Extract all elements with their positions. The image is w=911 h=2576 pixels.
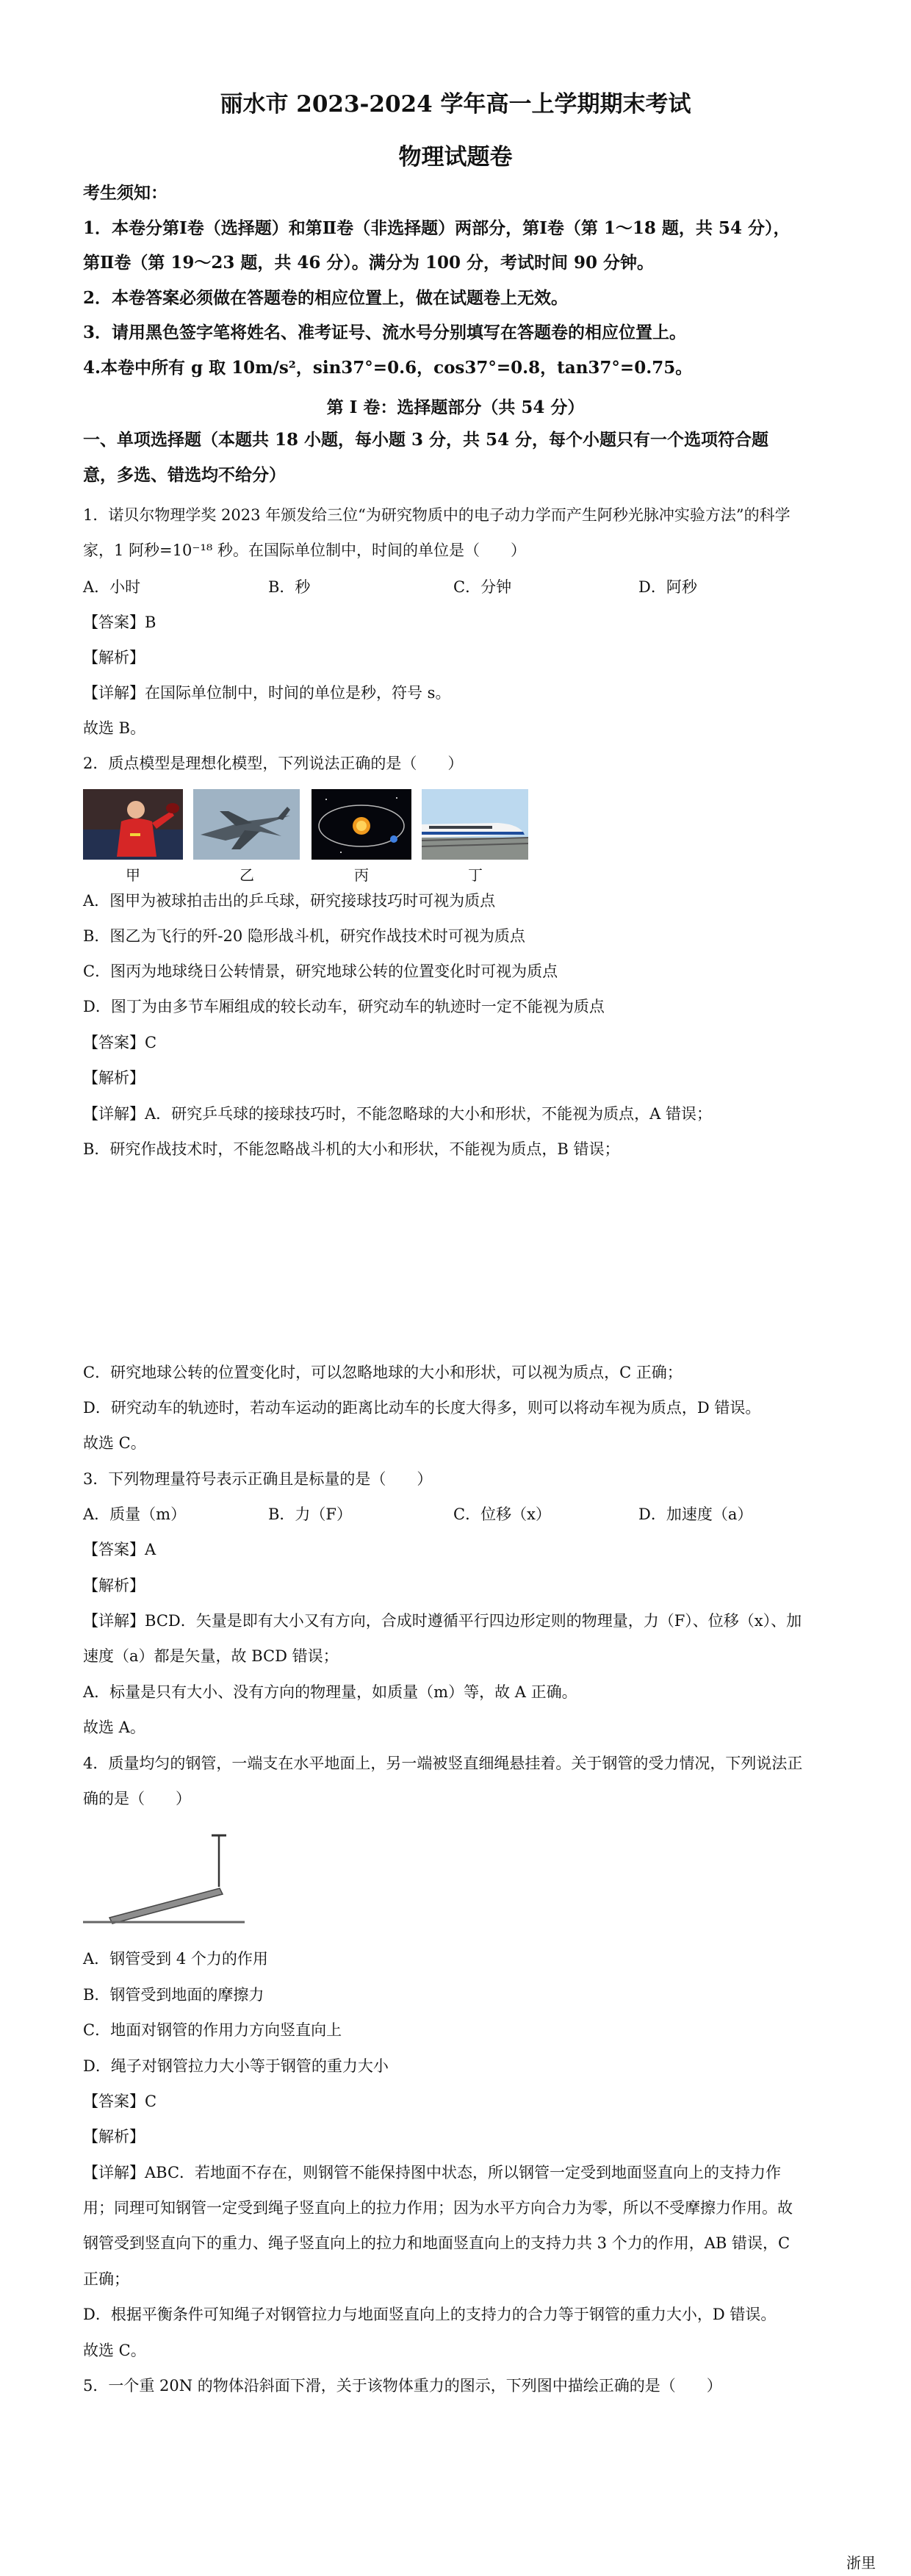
q1-choice: 故选 B。 <box>83 719 146 737</box>
q2-detail-a: 【详解】A．研究乒乓球的接球技巧时，不能忽略球的大小和形状，不能视为质点，A 错误； <box>83 1105 713 1123</box>
caption-ding: 丁 <box>468 866 483 884</box>
q4-stem-a: 4．质量均匀的钢管，一端支在水平地面上，另一端被竖直细绳悬挂着。关于钢管的受力情况，下列说法正 <box>83 1755 803 1772</box>
footer-text: 浙里 <box>846 2554 876 2572</box>
q4-answer: 【答案】C <box>83 2093 157 2110</box>
exam-title: 丽水市 2023-2024 学年高一上学期期末考试 <box>220 91 691 118</box>
q3-analysis-label: 【解析】 <box>83 1577 145 1594</box>
q2-detail-d: D．研究动车的轨迹时，若动车运动的距离比动车的长度大得多，则可以将动车视为质点，D 错误。 <box>83 1399 761 1417</box>
notice-line-1b: 第Ⅱ卷（第 19～23 题，共 46 分）。满分为 100 分，考试时间 90 分钟。 <box>83 253 654 273</box>
q4-choice: 故选 C。 <box>83 2342 146 2359</box>
q1-answer: 【答案】B <box>83 614 156 631</box>
image-j20-fighter-jet <box>193 789 300 860</box>
image-earth-orbit <box>312 789 411 860</box>
caption-jia: 甲 <box>126 866 140 884</box>
q4-option-d: D．绳子对钢管拉力大小等于钢管的重力大小 <box>83 2057 389 2075</box>
pipe-diagram <box>83 1832 252 1928</box>
q2-answer: 【答案】C <box>83 1034 157 1051</box>
q3-option-a: A．质量（m） <box>83 1505 187 1523</box>
section-heading-b: 意，多选、错选均不给分） <box>83 465 286 485</box>
q4-option-a: A．钢管受到 4 个力的作用 <box>83 1950 268 1968</box>
q3-option-b: B．力（F） <box>268 1505 353 1523</box>
q4-detail-b: 用；同理可知钢管一定受到绳子竖直向上的拉力作用；因为水平方向合力为零，所以不受摩擦力作用。故 <box>83 2199 793 2217</box>
q2-choice: 故选 C。 <box>83 1434 146 1452</box>
q2-detail-b: B．研究作战技术时，不能忽略战斗机的大小和形状，不能视为质点，B 错误； <box>83 1140 620 1158</box>
notice-heading: 考生须知： <box>83 183 168 203</box>
q4-option-b: B．钢管受到地面的摩擦力 <box>83 1986 264 2004</box>
caption-yi: 乙 <box>240 866 254 884</box>
q3-detail-b: 速度（a）都是矢量，故 BCD 错误； <box>83 1647 339 1665</box>
q2-option-a: A．图甲为被球拍击出的乒乓球，研究接球技巧时可视为质点 <box>83 892 496 910</box>
steel-pipe <box>109 1888 223 1924</box>
q4-detail-d: 正确； <box>83 2270 129 2288</box>
q3-answer: 【答案】A <box>83 1541 156 1558</box>
q4-analysis-label: 【解析】 <box>83 2128 145 2145</box>
q5-stem: 5．一个重 20N 的物体沿斜面下滑，关于该物体重力的图示，下列图中描绘正确的是（ ） <box>83 2377 722 2395</box>
q4-detail-e: D．根据平衡条件可知绳子对钢管拉力与地面竖直向上的支持力的合力等于钢管的重力大小，D 错误。 <box>83 2306 777 2323</box>
q3-option-d: D．加速度（a） <box>638 1505 753 1523</box>
image-table-tennis-player <box>83 789 183 860</box>
q3-choice: 故选 A。 <box>83 1719 145 1736</box>
q3-detail-c: A．标量是只有大小、没有方向的物理量，如质量（m）等，故 A 正确。 <box>83 1683 577 1701</box>
notice-line-1a: 1．本卷分第Ⅰ卷（选择题）和第Ⅱ卷（非选择题）两部分，第Ⅰ卷（第 1～18 题，共 54 分）， <box>83 218 791 238</box>
q2-stem: 2．质点模型是理想化模型，下列说法正确的是（ ） <box>83 755 464 772</box>
q4-detail-c: 钢管受到竖直向下的重力、绳子竖直向上的拉力和地面竖直向上的支持力共 3 个力的作用，AB 错误，C <box>83 2234 791 2252</box>
section-heading-a: 一、单项选择题（本题共 18 小题，每小题 3 分，共 54 分，每个小题只有一个选项符合题 <box>83 430 769 450</box>
q1-analysis-label: 【解析】 <box>83 649 145 666</box>
q2-detail-c: C．研究地球公转的位置变化时，可以忽略地球的大小和形状，可以视为质点，C 正确； <box>83 1364 683 1381</box>
q4-option-c: C．地面对钢管的作用力方向竖直向上 <box>83 2021 342 2039</box>
q3-option-c: C．位移（x） <box>453 1505 551 1523</box>
part1-heading: 第 Ⅰ 卷：选择题部分（共 54 分） <box>326 397 585 417</box>
q1-stem-a: 1．诺贝尔物理学奖 2023 年颁发给三位“为研究物质中的电子动力学而产生阿秒光脉冲实验方法”的科学 <box>83 506 791 524</box>
q2-analysis-label: 【解析】 <box>83 1069 145 1087</box>
q1-option-a: A．小时 <box>83 578 141 596</box>
q1-stem-b: 家，1 阿秒=10⁻¹⁸ 秒。在国际单位制中，时间的单位是（ ） <box>83 542 526 559</box>
notice-line-3: 3．请用黑色签字笔将姓名、准考证号、流水号分别填写在答题卷的相应位置上。 <box>83 323 687 342</box>
q4-detail-a: 【详解】ABC．若地面不存在，则钢管不能保持图中状态，所以钢管一定受到地面竖直向上的支持力作 <box>83 2164 782 2181</box>
notice-line-2: 2．本卷答案必须做在答题卷的相应位置上，做在试题卷上无效。 <box>83 288 569 308</box>
q1-option-d: D．阿秒 <box>638 578 697 596</box>
notice-line-4: 4.本卷中所有 g 取 10m/s²，sin37°=0.6，cos37°=0.8，tan37°=0.75。 <box>83 358 693 378</box>
q2-option-c: C．图丙为地球绕日公转情景，研究地球公转的位置变化时可视为质点 <box>83 963 558 980</box>
q3-detail-a: 【详解】BCD．矢量是即有大小又有方向，合成时遵循平行四边形定则的物理量，力（F）、位移（x）、加 <box>83 1612 802 1630</box>
exam-subtitle: 物理试题卷 <box>398 144 513 170</box>
q2-option-b: B．图乙为飞行的歼-20 隐形战斗机，研究作战技术时可视为质点 <box>83 927 525 945</box>
q4-stem-b: 确的是（ ） <box>83 1790 191 1807</box>
image-high-speed-train <box>422 789 528 860</box>
q1-option-c: C．分钟 <box>453 578 512 596</box>
q3-stem: 3．下列物理量符号表示正确且是标量的是（ ） <box>83 1470 433 1488</box>
q1-detail: 【详解】在国际单位制中，时间的单位是秒，符号 s。 <box>83 684 451 702</box>
q2-option-d: D．图丁为由多节车厢组成的较长动车，研究动车的轨迹时一定不能视为质点 <box>83 998 605 1015</box>
caption-bing: 丙 <box>354 866 369 884</box>
q1-option-b: B．秒 <box>268 578 311 596</box>
